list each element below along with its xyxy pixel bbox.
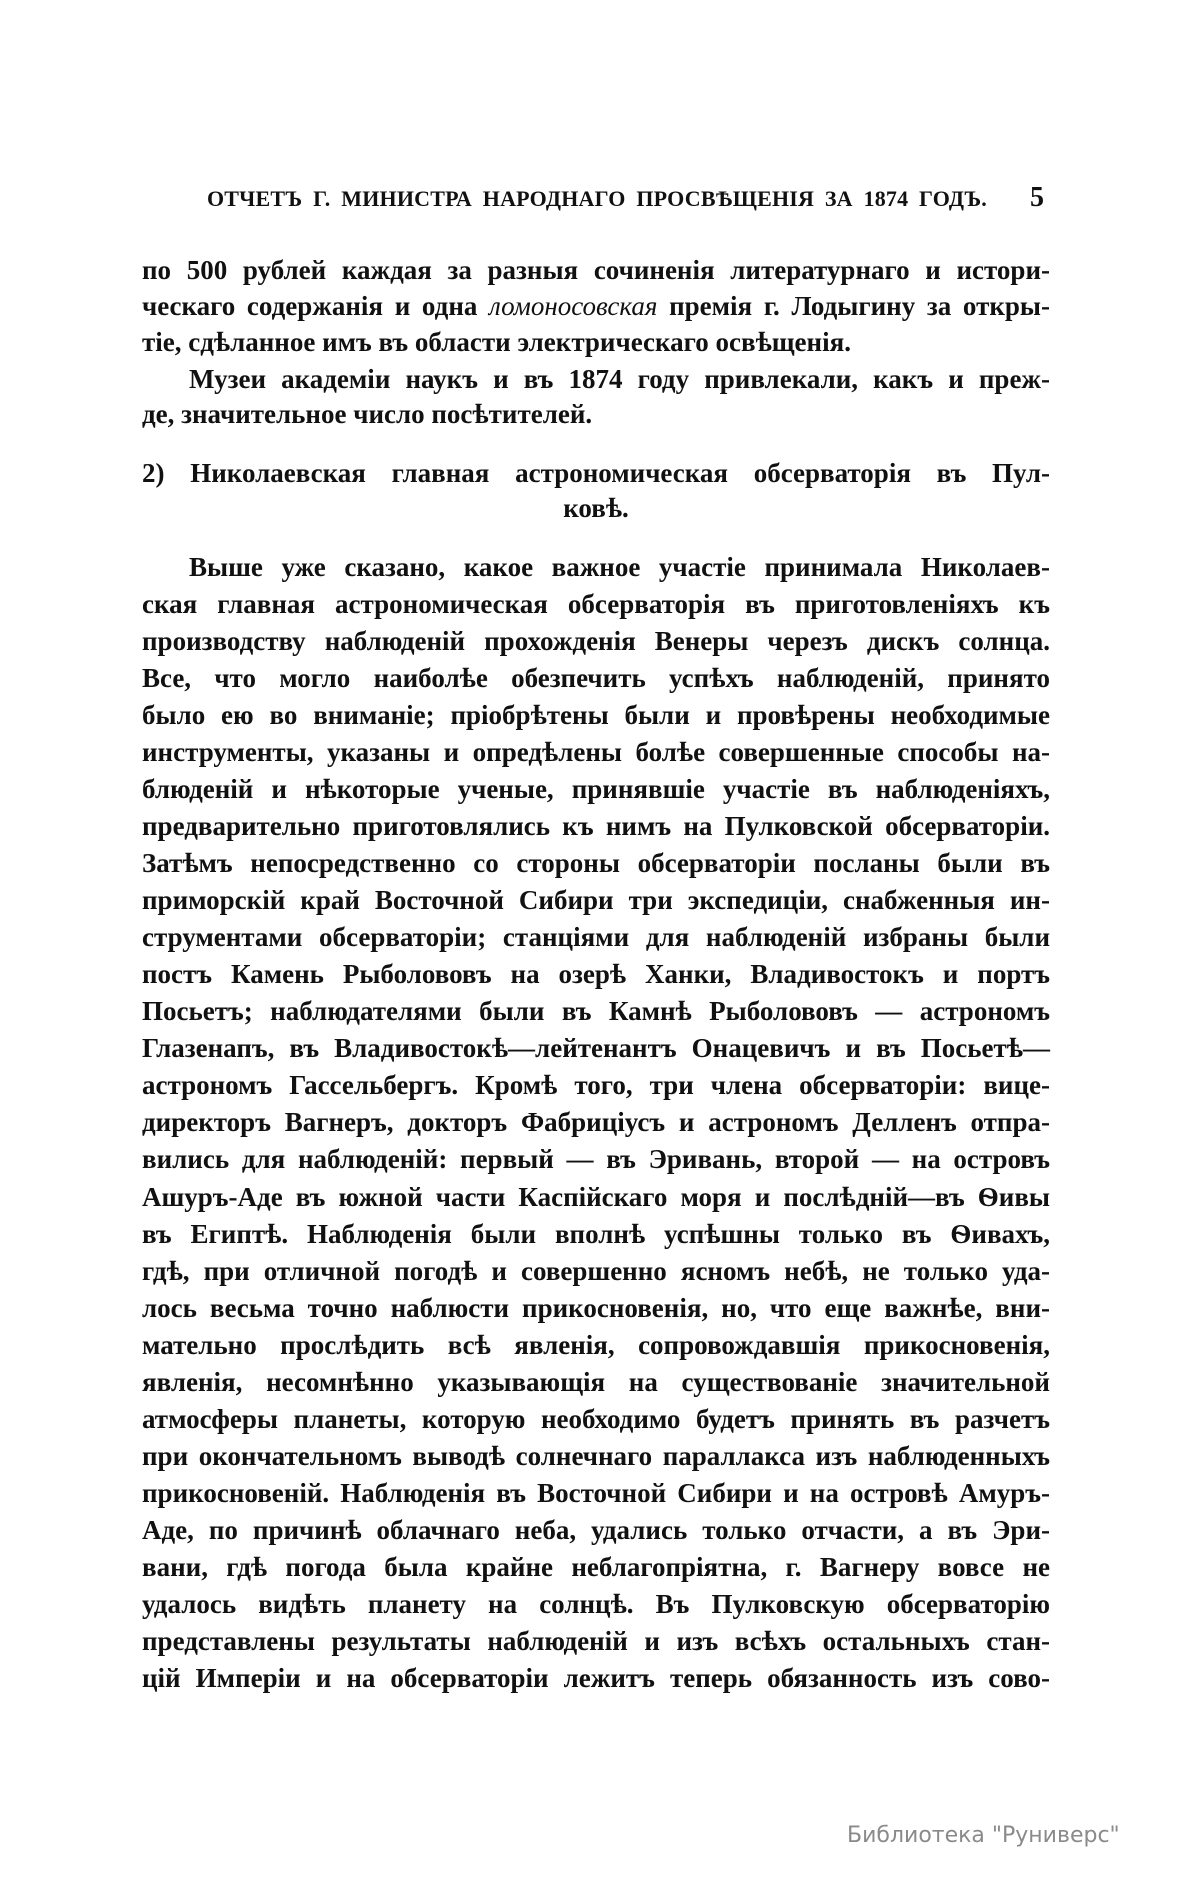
text-line: тіе, сдѣланное имъ въ области электрическаго освѣщенія. [142, 327, 851, 357]
text-line: мательно прослѣдить всѣ явленія, сопровождавшія прикосновенія, [142, 1329, 1050, 1360]
text-line: Все, что могло наиболѣе обезпечить успѣхъ наблюденій, принято [142, 663, 1050, 694]
text-line: Глазенапъ, въ Владивостокѣ—лейтенантъ Онацевичъ и въ Посьетѣ— [142, 1033, 1050, 1064]
text-line: удалось видѣть планету на солнцѣ. Въ Пулковскую обсерваторію [142, 1588, 1050, 1619]
text-line: де, значительное число посѣтителей. [142, 399, 593, 429]
text-line: представлены результаты наблюденій и изъ всѣхъ остальныхъ стан- [142, 1625, 1050, 1656]
text-segment: премія г. Лодыгину за откры- [657, 291, 1050, 321]
text-line: директоръ Вагнеръ, докторъ Фабриціусъ и астрономъ Делленъ отпра- [142, 1107, 1050, 1138]
text-line: постъ Камень Рыболововъ на озерѣ Ханки, Владивостокъ и портъ [142, 959, 1050, 990]
text-line: Музеи академіи наукъ и въ 1874 году привлекали, какъ и преж- [189, 364, 1050, 394]
library-watermark: Библиотека "Руниверс" [847, 1823, 1120, 1848]
text-line: производству наблюденій прохожденія Венеры черезъ дискъ солнца. [142, 626, 1050, 657]
text-line: явленія, несомнѣнно указывающія на существованіе значительной [142, 1366, 1050, 1397]
page-number: 5 [1030, 182, 1044, 213]
text-line: ская главная астрономическая обсерваторія въ приготовленіяхъ къ [142, 589, 1050, 620]
text-line: Посьетъ; наблюдателями были въ Камнѣ Рыболововъ — астрономъ [142, 996, 1050, 1027]
text-line: цій Имперіи и на обсерваторіи лежитъ теперь обязанность изъ сово- [142, 1662, 1050, 1693]
text-line: Затѣмъ непосредственно со стороны обсерваторіи посланы были въ [142, 848, 1050, 879]
text-line: предварительно приготовлялись къ нимъ на Пулковской обсерваторіи. [142, 811, 1050, 842]
italic-word: ломоносовская [489, 291, 658, 321]
text-line: атмосферы планеты, которую необходимо будетъ принять въ разчетъ [142, 1403, 1050, 1434]
text-segment: ческаго содержанія и одна [142, 291, 490, 321]
text-line: вились для наблюденій: первый — въ Эривань, второй — на островъ [142, 1144, 1050, 1175]
text-line [142, 288, 1050, 324]
text-line: Выше уже сказано, какое важное участіе принимала Николаев- [189, 552, 1050, 582]
text-line: было ею во вниманіе; пріобрѣтены были и провѣрены необходимые [142, 700, 1050, 731]
section-heading: 2) Николаевская главная астрономическая обсерваторія въ Пул- [142, 458, 1050, 488]
text-line: по 500 рублей каждая за разныя сочиненія литературнаго и истори- [142, 255, 1050, 285]
text-line: при окончательномъ выводѣ солнечнаго параллакса изъ наблюденныхъ [142, 1440, 1050, 1471]
text-line: прикосновеній. Наблюденія въ Восточной Сибири и на островѣ Амуръ- [142, 1477, 1050, 1508]
text-line: въ Египтѣ. Наблюденія были вполнѣ успѣшны только въ Ѳивахъ, [142, 1218, 1050, 1249]
text-line: струментами обсерваторіи; станціями для наблюденій избраны были [142, 922, 1050, 953]
text-line: лось весьма точно наблюсти прикосновенія, но, что еще важнѣе, вни- [142, 1292, 1050, 1323]
section-heading: ковѣ. [563, 493, 629, 523]
text-line: Ашуръ-Аде въ южной части Каспійскаго моря и послѣдній—въ Ѳивы [142, 1181, 1050, 1212]
text-line: вани, гдѣ погода была крайне неблагопріятна, г. Вагнеру вовсе не [142, 1551, 1050, 1582]
text-line: Аде, по причинѣ облачнаго неба, удались только отчасти, а въ Эри- [142, 1514, 1050, 1545]
text-line: инструменты, указаны и опредѣлены болѣе совершенные способы на- [142, 737, 1050, 768]
running-head: ОТЧЕТЪ Г. МИНИСТРА НАРОДНАГО ПРОСВѢЩЕНІЯ ЗА 1874 ГОДЪ. [207, 186, 987, 211]
text-line: астрономъ Гассельбергъ. Кромѣ того, три члена обсерваторіи: вице- [142, 1070, 1050, 1101]
text-line: приморскій край Восточной Сибири три экспедиціи, снабженныя ин- [142, 885, 1050, 916]
text-line: блюденій и нѣкоторые ученые, принявшіе участіе въ наблюденіяхъ, [142, 774, 1050, 805]
text-line: гдѣ, при отличной погодѣ и совершенно ясномъ небѣ, не только уда- [142, 1255, 1050, 1286]
